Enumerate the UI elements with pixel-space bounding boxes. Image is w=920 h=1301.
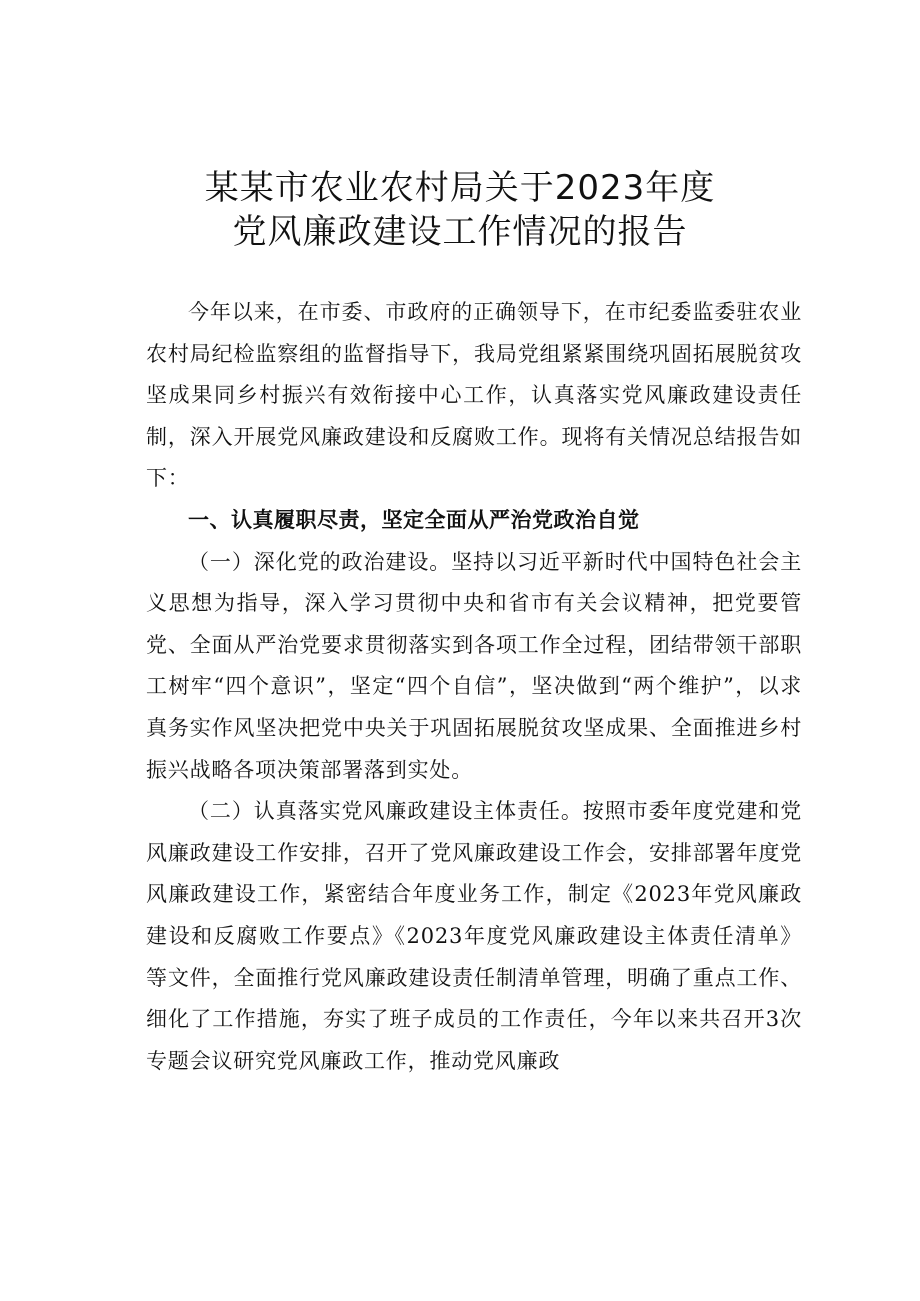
document-title-line-2: 党风廉政建设工作情况的报告 [232, 212, 688, 252]
document-title-line-1: 某某市农业农村局关于2023年度 [204, 168, 716, 208]
section-1-heading: 一、认真履职尽责，坚定全面从严治党政治自觉 [188, 507, 640, 532]
paragraph-1: （一）深化党的政治建设。坚持以习近平新时代中国特色社会主义思想为指导，深入学习贯彻中央和省市有关会议精神，把党要管党、全面从严治党要求贯彻落实到各项工作全过程，团结带领干部职工树牢“四个意识”，坚定“四个自信”，坚决做到“两个维护”，以求真务实作风坚决把党中央关于巩固拓展脱贫攻坚成果、全面推进乡村振兴战略各项决策部署落到实处。 [146, 549, 802, 782]
document-body [146, 292, 802, 1082]
paragraph-2: （二）认真落实党风廉政建设主体责任。按照市委年度党建和党风廉政建设工作安排，召开了党风廉政建设工作会，安排部署年度党风廉政建设工作，紧密结合年度业务工作，制定《2023年党风廉政建设和反腐败工作要点》《2023年度党风廉政建设主体责任清单》等文件，全面推行党风廉政建设责任制清单管理，明确了重点工作、细化了工作措施，夯实了班子成员的工作责任，今年以来共召开3次专题会议研究党风廉政工作，推动党风廉政 [146, 799, 802, 1073]
intro-paragraph: 今年以来，在市委、市政府的正确领导下，在市纪委监委驻农业农村局纪检监察组的监督指导下，我局党组紧紧围绕巩固拓展脱贫攻坚成果同乡村振兴有效衔接中心工作，认真落实党风廉政建设责任制，深入开展党风廉政建设和反腐败工作。现将有关情况总结报告如下： [146, 300, 802, 491]
